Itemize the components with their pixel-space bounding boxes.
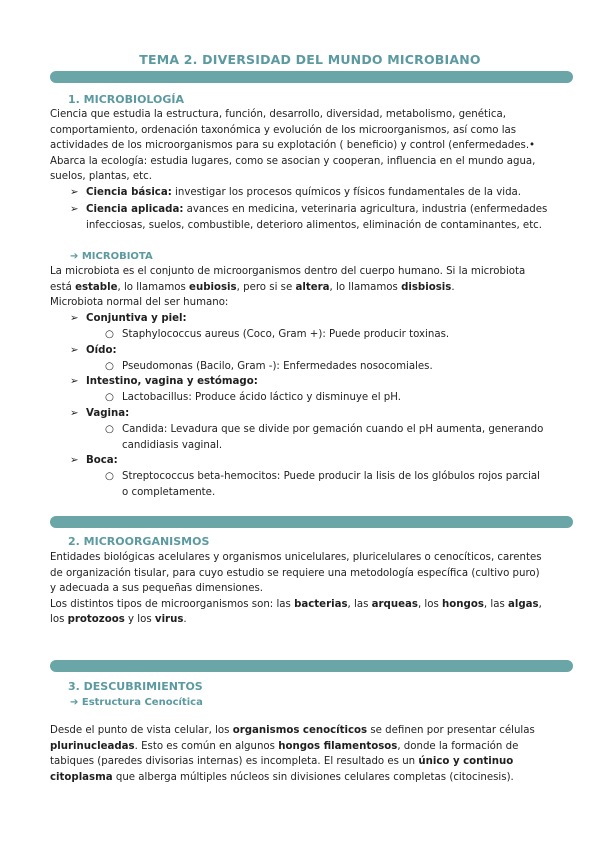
subheading-estructura-cenocitica: ➔ Estructura Cenocítica — [70, 697, 203, 708]
list-item-oido: ➢ Oído: — [70, 343, 575, 359]
section-divider-bar — [50, 516, 573, 528]
sub-item-staphylococcus: ○ Staphylococcus aureus (Coco, Gram +): Puede producir toxinas. — [105, 327, 592, 343]
list-item-ciencia-basica: ➢ Ciencia básica: investigar los procesos químicos y físicos fundamentales de la vida. — [70, 185, 575, 201]
arrow-bullet-icon: ➢ — [70, 455, 79, 466]
microbiologia-paragraph: Ciencia que estudia la estructura, función, desarrollo, diversidad, metabolismo, genética, comportamiento, ordenación taxonómica y evolución de los microorganismos, así como las actividades de los microorganismos para su explotación ( beneficio) y control (enfermedades.• Abarca la ecología: estudia lugares, como se asocian y cooperan, influencia en el mundo agua, suelos, plantas, etc. — [50, 109, 536, 183]
page-title: TEMA 2. DIVERSIDAD DEL MUNDO MICROBIANO — [139, 52, 481, 67]
sub-item-streptococcus: ○ Streptococcus beta-hemocitos: Puede producir la lisis de los glóbulos rojos parcial — [105, 469, 592, 485]
sub-item-streptococcus-cont: o completamente. — [122, 487, 216, 498]
microbiota-paragraph: La microbiota es el conjunto de microorganismos dentro del cuerpo humano. Si la microbiota está estable, lo llamamos eubiosis, pero si se altera, lo llamamos disbiosis. Microbiota normal del ser humano: — [50, 266, 526, 309]
list-item-conjuntiva: ➢ Conjuntiva y piel: — [70, 311, 575, 327]
arrow-bullet-icon: ➢ — [70, 187, 79, 198]
list-item-ciencia-aplicada-cont: infecciosas, suelos, combustible, deterioro alimentos, eliminación de contaminantes, etc. — [86, 220, 543, 231]
list-item-boca: ➢ Boca: — [70, 453, 575, 469]
sub-item-candida: ○ Candida: Levadura que se divide por gemación cuando el pH aumenta, generando — [105, 422, 592, 438]
arrow-bullet-icon: ➢ — [70, 376, 79, 387]
arrow-bullet-icon: ➢ — [70, 345, 79, 356]
arrow-bullet-icon: ➢ — [70, 408, 79, 419]
list-item-intestino: ➢ Intestino, vagina y estómago: — [70, 374, 575, 390]
list-item-vagina: ➢ Vagina: — [70, 406, 575, 422]
circle-bullet-icon: ○ — [105, 329, 114, 340]
sub-item-lactobacillus: ○ Lactobacillus: Produce ácido láctico y disminuye el pH. — [105, 390, 592, 406]
list-item-ciencia-aplicada: ➢ Ciencia aplicada: avances en medicina, veterinaria agricultura, industria (enfermedades — [70, 202, 575, 218]
circle-bullet-icon: ○ — [105, 471, 114, 482]
circle-bullet-icon: ○ — [105, 392, 114, 403]
circle-bullet-icon: ○ — [105, 361, 114, 372]
arrow-bullet-icon: ➢ — [70, 204, 79, 215]
circle-bullet-icon: ○ — [105, 424, 114, 435]
heading-descubrimientos: 3. DESCUBRIMIENTOS — [68, 680, 203, 693]
arrow-bullet-icon: ➢ — [70, 313, 79, 324]
microorganismos-paragraph: Entidades biológicas acelulares y organismos unicelulares, pluricelulares o cenocíticos, carentes de organización tisular, para cuyo estudio se requiere una metodología específica (cultivo puro) y adecuada a sus pequeñas dimensiones. Los distintos tipos de microorganismos son: las bacterias, las arqueas, los hongos, las algas, los protozoos y los virus. — [50, 552, 542, 626]
heading-microorganismos: 2. MICROORGANISMOS — [68, 535, 210, 548]
section-divider-bar — [50, 71, 573, 83]
heading-microbiota: ➔ MICROBIOTA — [70, 251, 153, 262]
sub-item-candida-cont: candidiasis vaginal. — [122, 440, 223, 451]
section-divider-bar — [50, 660, 573, 672]
descubrimientos-paragraph: Desde el punto de vista celular, los organismos cenocíticos se definen por presentar células plurinucleadas. Esto es común en algunos hongos filamentosos, donde la formación de tabiques (paredes divisorias internas) es incompleta. El resultado es un único y continuo citoplasma que alberga múltiples núcleos sin divisiones celulares completas (citocinesis). — [50, 725, 535, 783]
sub-item-pseudomonas: ○ Pseudomonas (Bacilo, Gram -): Enfermedades nosocomiales. — [105, 359, 592, 375]
heading-microbiologia: 1. MICROBIOLOGÍA — [68, 93, 185, 106]
